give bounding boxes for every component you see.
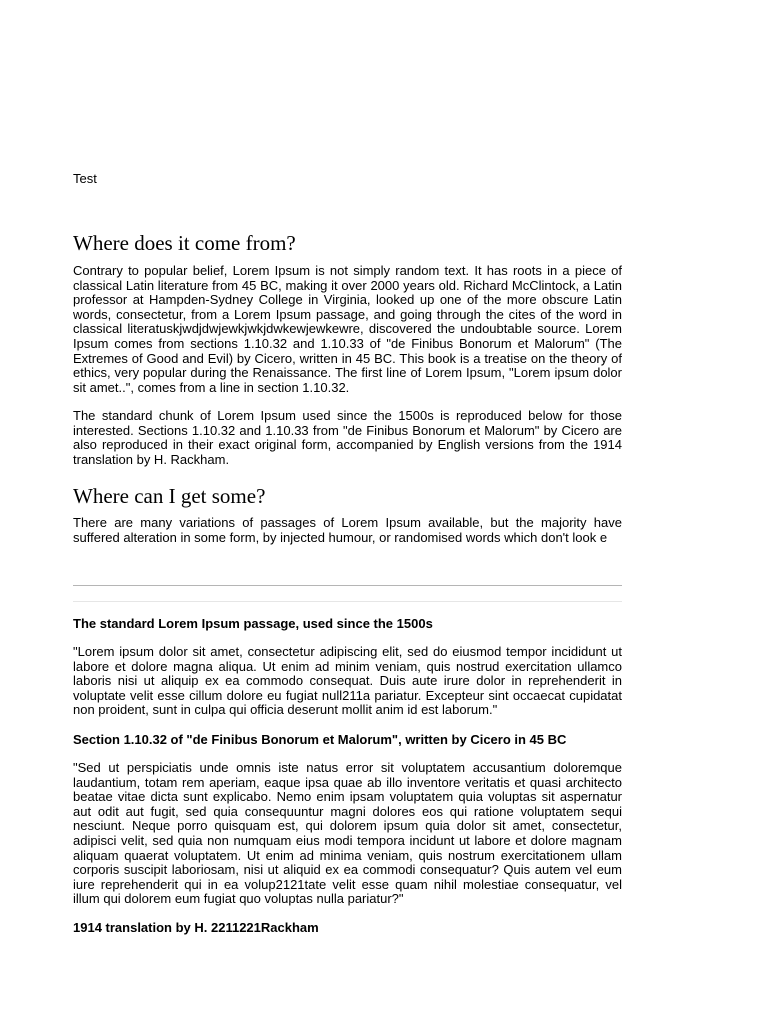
subheading-section-1-10-32: Section 1.10.32 of "de Finibus Bonorum et Malorum", written by Cicero in 45 BC [73, 732, 567, 747]
subheading-1914-translation: 1914 translation by H. 2211221Rackham [73, 920, 319, 935]
paragraph-origin: Contrary to popular belief, Lorem Ipsum is not simply random text. It has roots in a piece of classical Latin literature from 45 BC, making it over 2000 years old. Richard McClintock, a Latin professor at Hampden-Sydney College in Virginia, looked up one of the more obscure Latin words, consectetur, from a Lorem Ipsum passage, and going through the cites of the word in classical literatuskjwdjdwjewkjwkjdwkewjewkewre, discovered the undoubtable source. Lorem Ipsum comes from sections 1.10.32 and 1.10.33 of "de Finibus Bonorum et Malorum" (The Extremes of Good and Evil) by Cicero, written in 45 BC. This book is a treatise on the theory of ethics, very popular during the Renaissance. The first line of Lorem Ipsum, "Lorem ipsum dolor sit amet..", comes from a line in section 1.10.32. [73, 263, 622, 395]
paragraph-standard-chunk: The standard chunk of Lorem Ipsum used since the 1500s is reproduced below for those interested. Sections 1.10.32 and 1.10.33 from "de Finibus Bonorum et Malorum" by Cicero are also reproduced in their exact original form, accompanied by English versions from the 1914 translation by H. Rackham. [73, 408, 622, 467]
paragraph-lorem-ipsum-passage: "Lorem ipsum dolor sit amet, consectetur adipiscing elit, sed do eiusmod tempor incididunt ut labore et dolore magna aliqua. Ut enim ad minim veniam, quis nostrud exercitation ullamco laboris nisi ut aliquip ex ea commodo consequat. Duis aute irure dolor in reprehenderit in voluptate velit esse cillum dolore eu fugiat null211a pariatur. Excepteur sint occaecat cupidatat non proident, sunt in culpa qui officia deserunt mollit anim id est laborum." [73, 644, 622, 718]
test-label: Test [73, 171, 97, 186]
heading-where-does-it-come-from: Where does it come from? [73, 231, 296, 255]
paragraph-sed-ut-perspiciatis: "Sed ut perspiciatis unde omnis iste natus error sit voluptatem accusantium doloremque laudantium, totam rem aperiam, eaque ipsa quae ab illo inventore veritatis et quasi architecto beatae vitae dicta sunt explicabo. Nemo enim ipsam voluptatem quia voluptas sit aspernatur aut odit aut fugit, sed quia consequuntur magni dolores eos qui ratione voluptatem sequi nesciunt. Neque porro quisquam est, qui dolorem ipsum quia dolor sit amet, consectetur, adipisci velit, sed quia non numquam eius modi tempora incidunt ut labore et dolore magnam aliquam quaerat voluptatem. Ut enim ad minima veniam, quis nostrum exercitationem ullam corporis suscipit laboriosam, nisi ut aliquid ex ea commodi consequatur? Quis autem vel eum iure reprehenderit qui in ea volup2121tate velit esse quam nihil molestiae consequatur, vel illum qui dolorem eum fugiat quo voluptas nulla pariatur?" [73, 760, 622, 907]
paragraph-variations: There are many variations of passages of Lorem Ipsum available, but the majority have suffered alteration in some form, by injected humour, or randomised words which don't look e [73, 515, 622, 545]
subheading-standard-passage: The standard Lorem Ipsum passage, used since the 1500s [73, 616, 433, 631]
divider-line-light [73, 601, 622, 602]
heading-where-can-i-get-some: Where can I get some? [73, 484, 266, 508]
divider-line [73, 585, 622, 586]
